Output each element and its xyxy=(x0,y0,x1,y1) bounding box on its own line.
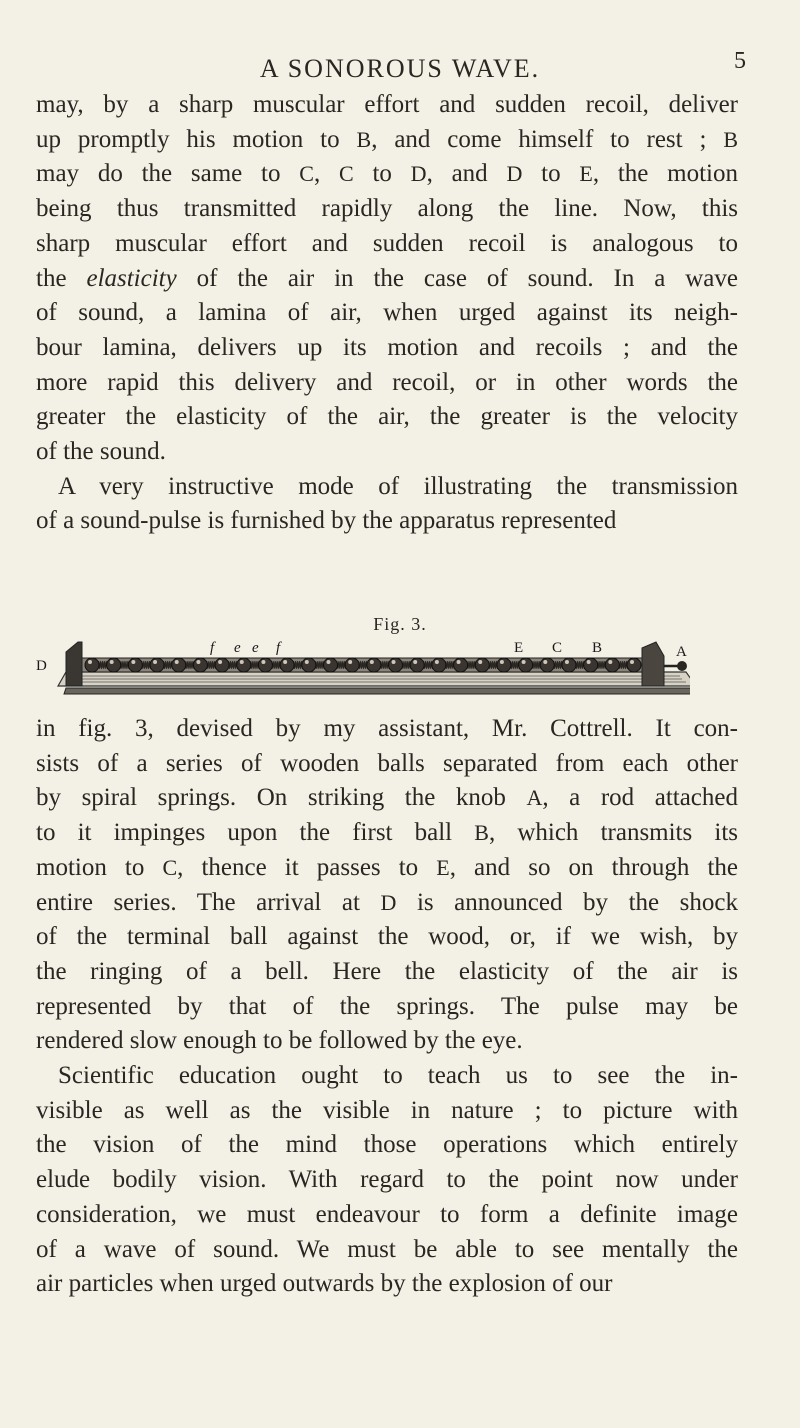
ball-highlight xyxy=(587,660,591,664)
label-b: B xyxy=(592,640,603,656)
label-a: A xyxy=(676,644,687,660)
wooden-ball xyxy=(193,658,207,672)
ball-highlight xyxy=(608,660,612,664)
wooden-ball xyxy=(627,658,641,672)
ball-highlight xyxy=(305,660,309,664)
paragraph-bottom xyxy=(36,712,738,1302)
ball-highlight xyxy=(543,660,547,664)
wooden-ball xyxy=(85,658,99,672)
label-c: C xyxy=(552,640,563,656)
text-line: air particles when urged outwards by the explosion of our xyxy=(36,1270,613,1298)
wooden-ball xyxy=(519,658,533,672)
wooden-ball xyxy=(475,658,489,672)
running-title: A SONOROUS WAVE. xyxy=(259,54,541,83)
wooden-ball xyxy=(128,658,142,672)
ball-highlight xyxy=(392,660,396,664)
wooden-ball xyxy=(323,658,337,672)
ball-highlight xyxy=(283,660,287,664)
text-line: of the terminal ball against the wood, or, if we wish, by xyxy=(36,923,738,951)
label-d: D xyxy=(36,658,47,674)
text-line: may, by a sharp muscular effort and sudden recoil, deliver xyxy=(36,91,738,118)
wooden-ball xyxy=(389,658,403,672)
ball-highlight xyxy=(348,660,352,664)
text-line: consideration, we must endeavour to form a definite image xyxy=(36,1200,738,1228)
ball-highlight xyxy=(153,660,157,664)
ball-highlight xyxy=(413,660,417,664)
wooden-ball xyxy=(107,658,121,672)
wooden-ball xyxy=(432,658,446,672)
text-line: of a sound-pulse is furnished by the apparatus represented xyxy=(36,507,617,535)
wooden-ball xyxy=(367,658,381,672)
text-line: Scientific education ought to teach us to see the in- xyxy=(58,1062,738,1090)
ball-highlight xyxy=(370,660,374,664)
spring-ball-apparatus-illustration xyxy=(30,628,690,700)
text-line: being thus transmitted rapidly along the line. Now, this xyxy=(36,195,738,223)
wooden-ball xyxy=(497,658,511,672)
ball-highlight xyxy=(110,660,114,664)
wooden-ball xyxy=(345,658,359,672)
wooden-ball xyxy=(605,658,619,672)
text-line: A very instructive mode of illustrating the transmission xyxy=(58,472,738,500)
text-line: rendered slow enough to be followed by the eye. xyxy=(36,1027,523,1055)
paragraph-top xyxy=(36,88,738,539)
text-line: bour lamina, delivers up its motion and recoils ; and the xyxy=(36,333,738,361)
ball-highlight xyxy=(261,660,265,664)
wooden-ball xyxy=(280,658,294,672)
text-line: the vision of the mind those operations which entirely xyxy=(36,1131,738,1159)
text-line: to it impinges upon the first ball B, which transmits its xyxy=(36,819,738,847)
ball-highlight xyxy=(131,660,135,664)
ball-highlight xyxy=(478,660,482,664)
label-f-left: f xyxy=(210,640,215,656)
label-f-right: f xyxy=(276,640,281,656)
text-line: motion to C, thence it passes to E, and so on through the xyxy=(36,853,738,881)
wooden-ball xyxy=(454,658,468,672)
text-line: the ringing of a bell. Here the elasticity of the air is xyxy=(36,957,738,985)
text-line: sists of a series of wooden balls separated from each other xyxy=(36,749,738,777)
page-number: 5 xyxy=(734,48,746,74)
text-line: the elasticity of the air in the case of sound. In a wave xyxy=(36,264,738,292)
wooden-ball xyxy=(584,658,598,672)
text-line: up promptly his motion to B, and come himself to rest ; B xyxy=(36,125,738,153)
figure-apparatus xyxy=(30,628,690,700)
ball-highlight xyxy=(457,660,461,664)
text-line: more rapid this delivery and recoil, or in other words the xyxy=(36,368,738,396)
wooden-ball xyxy=(150,658,164,672)
wooden-ball xyxy=(172,658,186,672)
label-e: E xyxy=(514,640,524,656)
wooden-ball xyxy=(562,658,576,672)
label-e-left: e xyxy=(234,640,241,656)
label-e-right: e xyxy=(252,640,259,656)
figure-caption: Fig. 3. xyxy=(373,614,427,634)
wooden-ball xyxy=(540,658,554,672)
wooden-ball xyxy=(237,658,251,672)
ball-highlight xyxy=(522,660,526,664)
ball-highlight xyxy=(326,660,330,664)
wooden-ball xyxy=(410,658,424,672)
text-line: may do the same to C, C to D, and D to E, the motion xyxy=(36,160,738,188)
wooden-ball xyxy=(302,658,316,672)
text-line: sharp muscular effort and sudden recoil is analogous to xyxy=(36,229,738,257)
wooden-ball xyxy=(258,658,272,672)
text-line: greater the elasticity of the air, the greater is the velocity xyxy=(36,403,738,431)
ball-highlight xyxy=(240,660,244,664)
text-line: in fig. 3, devised by my assistant, Mr. Cottrell. It con- xyxy=(36,715,738,742)
text-line: elude bodily vision. With regard to the point now under xyxy=(36,1166,738,1194)
ball-highlight xyxy=(500,660,504,664)
text-line: by spiral springs. On striking the knob A, a rod attached xyxy=(36,784,738,812)
text-line: entire series. The arrival at D is announced by the shock xyxy=(36,888,738,916)
ball-highlight xyxy=(175,660,179,664)
ball-highlight xyxy=(565,660,569,664)
ball-highlight xyxy=(218,660,222,664)
ball-highlight xyxy=(196,660,200,664)
wooden-ball xyxy=(215,658,229,672)
text-line: of the sound. xyxy=(36,438,166,466)
page-header xyxy=(0,48,800,88)
ball-highlight xyxy=(630,660,634,664)
text-line: of a wave of sound. We must be able to see mentally the xyxy=(36,1235,738,1263)
text-line: visible as well as the visible in nature ; to picture with xyxy=(36,1096,738,1124)
text-line: represented by that of the springs. The pulse may be xyxy=(36,992,738,1020)
text-line: of sound, a lamina of air, when urged against its neigh- xyxy=(36,299,738,327)
ball-highlight xyxy=(435,660,439,664)
ball-highlight xyxy=(88,660,92,664)
